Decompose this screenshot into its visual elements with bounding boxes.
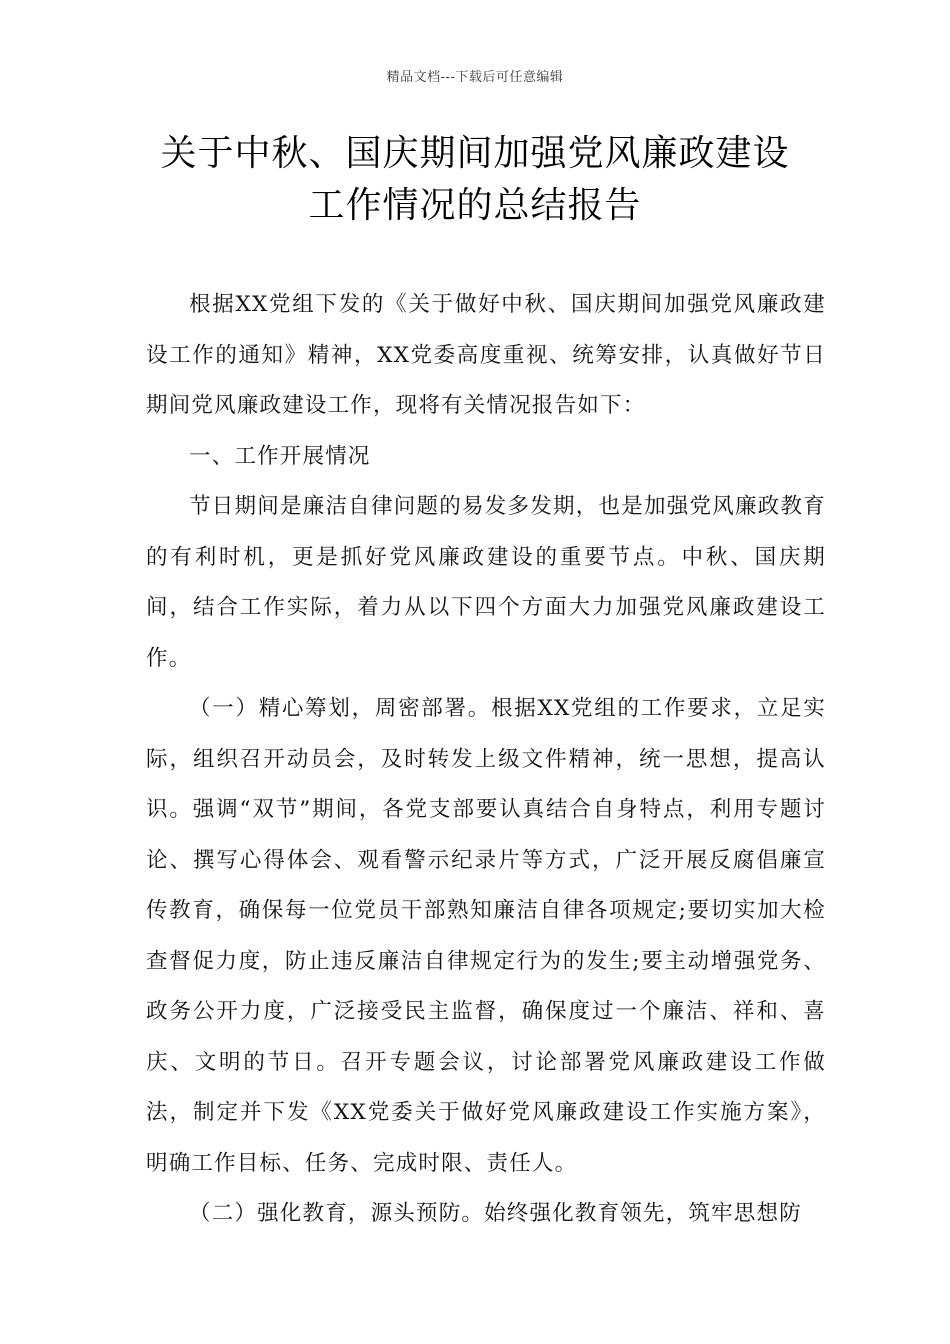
intro-paragraph: 根据XX党组下发的《关于做好中秋、国庆期间加强党风廉政建设工作的通知》精神，XX党委高度重视、统筹安排，认真做好节日期间党风廉政建设工作，现将有关情况报告如下： bbox=[146, 292, 826, 418]
title-line-1: 关于中秋、国庆期间加强党风廉政建设 bbox=[160, 133, 790, 174]
title-line-2: 工作情况的总结报告 bbox=[308, 185, 642, 226]
document-body bbox=[146, 280, 826, 1240]
header-note: 精品文档---下载后可任意编辑 bbox=[386, 70, 564, 85]
body-paragraph-3: （一）精心筹划，周密部署。根据XX党组的工作要求，立足实际，组织召开动员会，及时转发上级文件精神，统一思想，提高认识。强调“双节”期间，各党支部要认真结合自身特点，利用专题讨论、撰写心得体会、观看警示纪录片等方式，广泛开展反腐倡廉宣传教育，确保每一位党员干部熟知廉洁自律各项规定;要切实加大检查督促力度，防止违反廉洁自律规定行为的发生;要主动增强党务、政务公开力度，广泛接受民主监督，确保度过一个廉洁、祥和、喜庆、文明的节日。召开专题会议，讨论部署党风廉政建设工作做法，制定并下发《XX党委关于做好党风廉政建设工作实施方案》，明确工作目标、任务、完成时限、责任人。 bbox=[146, 696, 826, 1176]
document-title bbox=[100, 128, 850, 232]
body-paragraph-4: （二）强化教育，源头预防。始终强化教育领先，筑牢思想防 bbox=[189, 1201, 802, 1226]
body-paragraph-2: 节日期间是廉洁自律问题的易发多发期，也是加强党风廉政教育的有利时机，更是抓好党风廉政建设的重要节点。中秋、国庆期间，结合工作实际，着力从以下四个方面大力加强党风廉政建设工作。 bbox=[146, 494, 826, 671]
section-heading-1: 一、工作开展情况 bbox=[189, 443, 371, 469]
